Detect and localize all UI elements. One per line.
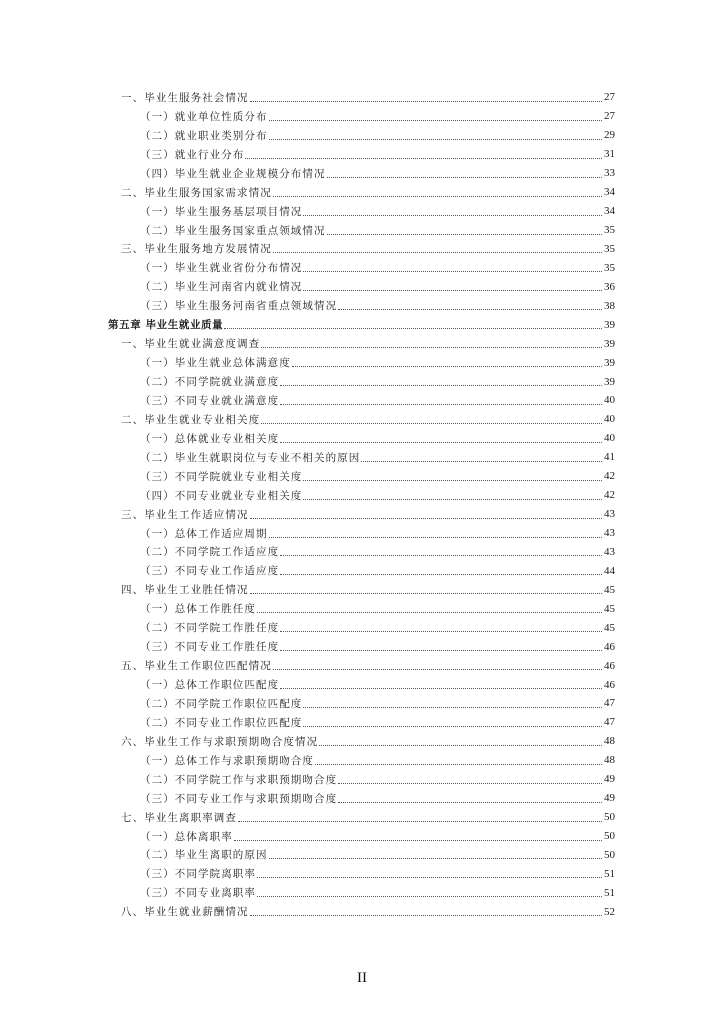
toc-subsection-entry [108,751,615,770]
toc-entry-title: （二）不同学院工作职位匹配度 [140,697,303,710]
toc-leader-dots [250,593,602,594]
toc-section-entry [108,656,615,675]
toc-subsection-entry [108,126,615,145]
toc-entry-title: （二）不同学院就业满意度 [140,376,280,389]
toc-entry-page: 46 [604,659,615,672]
toc-leader-dots [269,537,602,538]
toc-entry-page: 39 [604,337,615,350]
toc-leader-dots [273,196,602,197]
toc-subsection-entry [108,145,615,164]
toc-entry-page: 47 [604,716,615,729]
toc-entry-title: 三、毕业生工作适应情况 [121,508,249,521]
toc-entry-page: 36 [604,280,615,293]
toc-entry-title: （二）毕业生离职的原因 [140,849,268,862]
toc-entry-page: 43 [604,527,615,540]
toc-entry-title: （三）不同专业工作适应度 [140,565,280,578]
toc-entry-page: 40 [604,394,615,407]
toc-leader-dots [361,461,602,462]
toc-subsection-entry [108,864,615,883]
toc-entry-title: （二）不同学院工作适应度 [140,546,280,559]
toc-leader-dots [250,518,602,519]
toc-entry-page: 27 [604,91,615,104]
toc-section-entry [108,410,615,429]
toc-leader-dots [261,347,602,348]
toc-leader-dots [319,745,602,746]
toc-entry-page: 50 [604,811,615,824]
toc-leader-dots [303,215,602,216]
toc-entry-title: （二）毕业生就职岗位与专业不相关的原因 [140,451,361,464]
toc-leader-dots [280,650,602,651]
toc-entry-title: 六、毕业生工作与求职预期吻合度情况 [121,735,319,748]
toc-entry-page: 40 [604,413,615,426]
toc-subsection-entry [108,429,615,448]
toc-entry-page: 33 [604,167,615,180]
toc-leader-dots [280,631,602,632]
toc-subsection-entry [108,372,615,391]
toc-entry-title: （一）就业单位性质分布 [140,110,268,123]
toc-leader-dots [303,271,602,272]
toc-section-entry [108,902,615,921]
toc-leader-dots [327,234,602,235]
toc-subsection-entry [108,486,615,505]
toc-entry-page: 45 [604,602,615,615]
toc-entry-title: 二、毕业生就业专业相关度 [121,413,261,426]
toc-entry-title: （二）不同学院工作与求职预期吻合度 [140,773,338,786]
toc-entry-page: 40 [604,432,615,445]
toc-leader-dots [303,499,602,500]
toc-entry-page: 29 [604,129,615,142]
toc-entry-title: 五、毕业生工作职位匹配情况 [121,660,272,673]
toc-entry-page: 43 [604,545,615,558]
toc-section-entry [108,183,615,202]
toc-entry-title: 七、毕业生离职率调查 [121,811,237,824]
toc-entry-page: 45 [604,583,615,596]
toc-entry-page: 46 [604,678,615,691]
table-of-contents [108,88,615,921]
toc-entry-page: 49 [604,773,615,786]
toc-entry-page: 43 [604,508,615,521]
toc-subsection-entry [108,599,615,618]
toc-entry-title: （一）总体工作与求职预期吻合度 [140,754,314,767]
toc-subsection-entry [108,883,615,902]
toc-entry-title: 二、毕业生服务国家需求情况 [121,186,272,199]
toc-subsection-entry [108,789,615,808]
page-number: II [357,970,367,986]
toc-entry-title: （四）不同专业就业专业相关度 [140,489,303,502]
toc-subsection-entry [108,524,615,543]
toc-entry-title: （三）不同专业就业满意度 [140,394,280,407]
toc-leader-dots [224,328,602,329]
toc-leader-dots [257,896,602,897]
toc-leader-dots [261,423,602,424]
toc-entry-page: 34 [604,186,615,199]
toc-leader-dots [303,290,602,291]
toc-entry-page: 52 [604,905,615,918]
toc-leader-dots [280,385,602,386]
toc-leader-dots [269,120,602,121]
toc-leader-dots [327,177,602,178]
toc-entry-title: （三）不同学院就业专业相关度 [140,470,303,483]
toc-entry-title: （二）毕业生河南省内就业情况 [140,281,303,294]
toc-entry-page: 35 [604,224,615,237]
toc-section-entry [108,505,615,524]
toc-subsection-entry [108,561,615,580]
toc-entry-page: 45 [604,621,615,634]
toc-leader-dots [269,139,602,140]
toc-subsection-entry [108,202,615,221]
toc-entry-page: 35 [604,242,615,255]
toc-leader-dots [338,783,602,784]
toc-entry-title: （三）不同专业工作胜任度 [140,641,280,654]
toc-entry-title: （一）毕业生服务基层项目情况 [140,205,303,218]
toc-leader-dots [273,669,602,670]
toc-leader-dots [250,101,602,102]
toc-leader-dots [269,858,602,859]
toc-entry-title: 一、毕业生服务社会情况 [121,91,249,104]
toc-entry-page: 42 [604,489,615,502]
toc-section-entry [108,240,615,259]
toc-entry-title: 八、毕业生就业薪酬情况 [121,906,249,919]
toc-entry-page: 50 [604,848,615,861]
toc-leader-dots [315,764,602,765]
toc-section-entry [108,732,615,751]
toc-leader-dots [338,802,602,803]
toc-entry-title: （一）总体离职率 [140,830,233,843]
toc-subsection-entry [108,543,615,562]
toc-entry-page: 48 [604,735,615,748]
toc-entry-title: （三）不同专业工作与求职预期吻合度 [140,792,338,805]
toc-entry-title: 四、毕业生工业胜任情况 [121,584,249,597]
toc-leader-dots [280,404,602,405]
toc-entry-page: 39 [604,356,615,369]
toc-subsection-entry [108,770,615,789]
toc-subsection-entry [108,694,615,713]
toc-entry-page: 42 [604,470,615,483]
toc-entry-page: 35 [604,261,615,274]
toc-entry-title: （三）不同学院离职率 [140,868,256,881]
toc-leader-dots [273,252,602,253]
toc-subsection-entry [108,391,615,410]
toc-entry-title: （四）毕业生就业企业规模分布情况 [140,167,326,180]
toc-entry-title: （一）毕业生就业省份分布情况 [140,262,303,275]
toc-leader-dots [280,688,602,689]
toc-entry-title: （二）不同专业工作职位匹配度 [140,716,303,729]
toc-leader-dots [292,366,602,367]
toc-entry-title: 一、毕业生就业满意度调查 [121,338,261,351]
toc-entry-page: 47 [604,697,615,710]
toc-entry-title: （三）毕业生服务河南省重点领域情况 [140,300,338,313]
toc-entry-page: 38 [604,299,615,312]
toc-entry-title: （二）就业职业类别分布 [140,129,268,142]
toc-entry-page: 39 [604,318,615,331]
toc-subsection-entry [108,827,615,846]
toc-leader-dots [338,309,602,310]
toc-chapter-entry [108,315,615,334]
toc-entry-title: （一）毕业生就业总体满意度 [140,357,291,370]
toc-entry-title: （二）毕业生服务国家重点领域情况 [140,224,326,237]
toc-subsection-entry [108,637,615,656]
toc-entry-page: 51 [604,867,615,880]
toc-leader-dots [257,612,602,613]
toc-leader-dots [303,726,602,727]
toc-subsection-entry [108,353,615,372]
toc-entry-page: 50 [604,830,615,843]
toc-entry-title: 三、毕业生服务地方发展情况 [121,243,272,256]
toc-subsection-entry [108,467,615,486]
toc-entry-title: （一）总体工作胜任度 [140,603,256,616]
toc-section-entry [108,580,615,599]
toc-subsection-entry [108,277,615,296]
toc-subsection-entry [108,221,615,240]
toc-entry-page: 48 [604,754,615,767]
toc-entry-title: （一）总体就业专业相关度 [140,432,280,445]
toc-entry-page: 46 [604,640,615,653]
toc-subsection-entry [108,296,615,315]
toc-entry-title: （三）就业行业分布 [140,148,245,161]
toc-leader-dots [250,915,602,916]
toc-leader-dots [238,821,602,822]
toc-leader-dots [280,574,602,575]
toc-subsection-entry [108,258,615,277]
toc-subsection-entry [108,448,615,467]
toc-entry-title: （一）总体工作适应周期 [140,527,268,540]
toc-entry-title: （一）总体工作职位匹配度 [140,679,280,692]
toc-leader-dots [234,840,602,841]
toc-leader-dots [257,877,602,878]
toc-section-entry [108,88,615,107]
toc-entry-title: （二）不同学院工作胜任度 [140,622,280,635]
toc-leader-dots [303,707,602,708]
toc-entry-title: （三）不同专业离职率 [140,887,256,900]
toc-section-entry [108,808,615,827]
toc-leader-dots [303,480,602,481]
toc-leader-dots [280,442,602,443]
toc-subsection-entry [108,675,615,694]
toc-subsection-entry [108,713,615,732]
toc-leader-dots [280,555,602,556]
toc-entry-page: 44 [604,564,615,577]
toc-section-entry [108,334,615,353]
toc-subsection-entry [108,164,615,183]
toc-entry-page: 39 [604,375,615,388]
toc-entry-title: 第五章 毕业生就业质量 [108,319,224,332]
toc-entry-page: 51 [604,886,615,899]
toc-entry-page: 31 [604,148,615,161]
toc-subsection-entry [108,846,615,865]
toc-entry-page: 27 [604,110,615,123]
toc-subsection-entry [108,107,615,126]
toc-entry-page: 49 [604,792,615,805]
toc-subsection-entry [108,618,615,637]
toc-entry-page: 34 [604,205,615,218]
toc-entry-page: 41 [604,451,615,464]
toc-leader-dots [245,158,602,159]
